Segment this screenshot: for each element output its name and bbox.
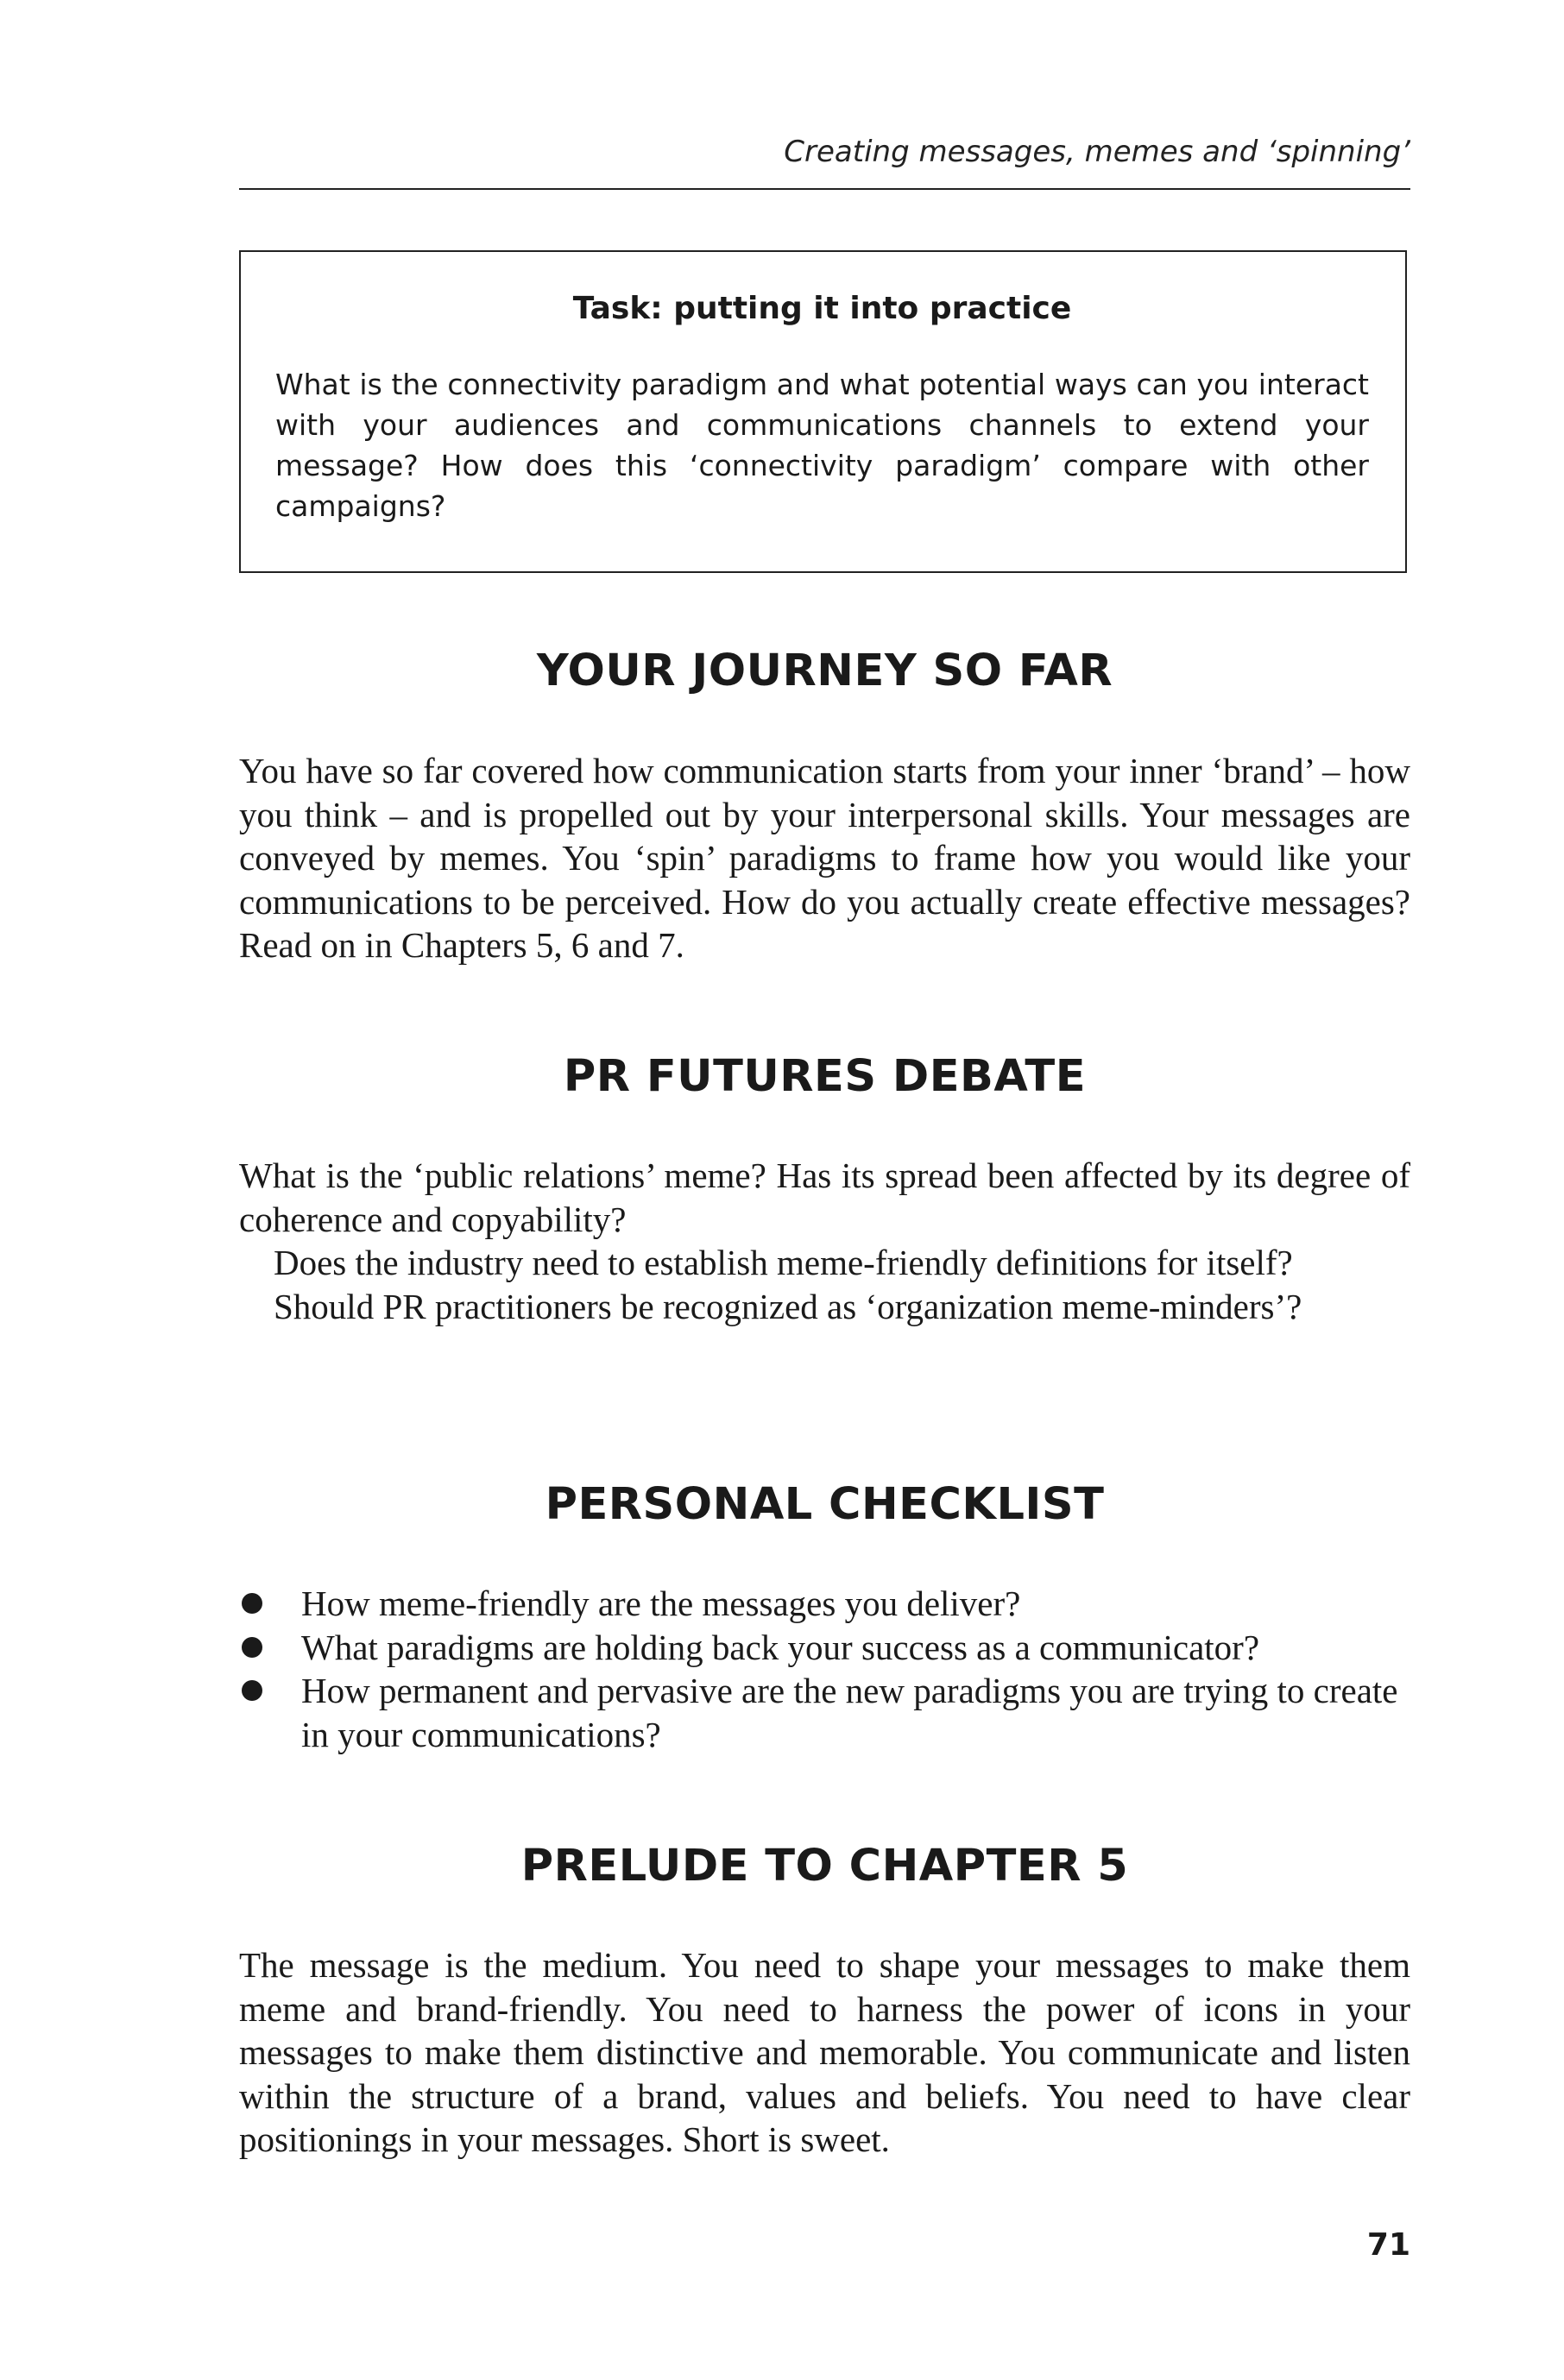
checklist	[239, 1582, 1410, 1756]
bullet-icon	[242, 1680, 262, 1701]
heading-debate: PR FUTURES DEBATE	[563, 1051, 1087, 1102]
journey-paragraph: You have so far covered how communication starts from your inner ‘brand’ – how you think – and is propelled out by your interpersonal skills. Your messages are conveyed by memes. You ‘spin’ paradigms to frame how you would like your communications to be perceived. How do you actually create effective messages? Read on in Chapters 5, 6 and 7.	[239, 751, 1410, 965]
bullet-icon	[242, 1593, 262, 1614]
debate-section	[239, 1154, 1410, 1328]
debate-paragraph-1: What is the ‘public relations’ meme? Has its spread been affected by its degree of coherence and copyability?	[239, 1155, 1410, 1239]
checklist-item-text: How meme-friendly are the messages you deliver?	[301, 1584, 1021, 1623]
task-box-title: Task: putting it into practice	[572, 291, 1072, 326]
debate-paragraph-3: Should PR practitioners be recognized as ‘organization meme-minders’?	[274, 1286, 1302, 1326]
journey-section	[239, 749, 1410, 967]
bullet-icon	[242, 1637, 262, 1658]
prelude-section	[239, 1943, 1410, 2162]
heading-prelude: PRELUDE TO CHAPTER 5	[520, 1841, 1129, 1892]
heading-journey: YOUR JOURNEY SO FAR	[536, 645, 1113, 696]
task-box	[239, 250, 1407, 573]
running-head: Creating messages, memes and ‘spinning’	[784, 135, 1410, 169]
checklist-item-text: How permanent and pervasive are the new paradigms you are trying to create in your communications?	[301, 1671, 1398, 1754]
book-page	[239, 0, 1410, 2380]
checklist-item-text: What paradigms are holding back your success as a communicator?	[301, 1627, 1260, 1667]
page-number: 71	[1366, 2227, 1410, 2263]
checklist-item	[239, 1626, 1410, 1670]
debate-paragraph-2: Does the industry need to establish meme-friendly definitions for itself?	[274, 1243, 1293, 1282]
heading-checklist: PERSONAL CHECKLIST	[545, 1479, 1105, 1530]
task-box-body: What is the connectivity paradigm and what potential ways can you interact with your audiences and communications channels to extend your message? How does this ‘connectivity paradigm’ compare with other campaigns?	[275, 368, 1369, 523]
prelude-paragraph: The message is the medium. You need to shape your messages to make them meme and brand-friendly. You need to harness the power of icons in your messages to make them distinctive and memorable. You communicate and listen within the structure of a brand, values and beliefs. You need to have clear positionings in your messages. Short is sweet.	[239, 1945, 1410, 2159]
header-rule	[239, 188, 1410, 190]
checklist-item	[239, 1669, 1410, 1756]
checklist-item	[239, 1582, 1410, 1626]
